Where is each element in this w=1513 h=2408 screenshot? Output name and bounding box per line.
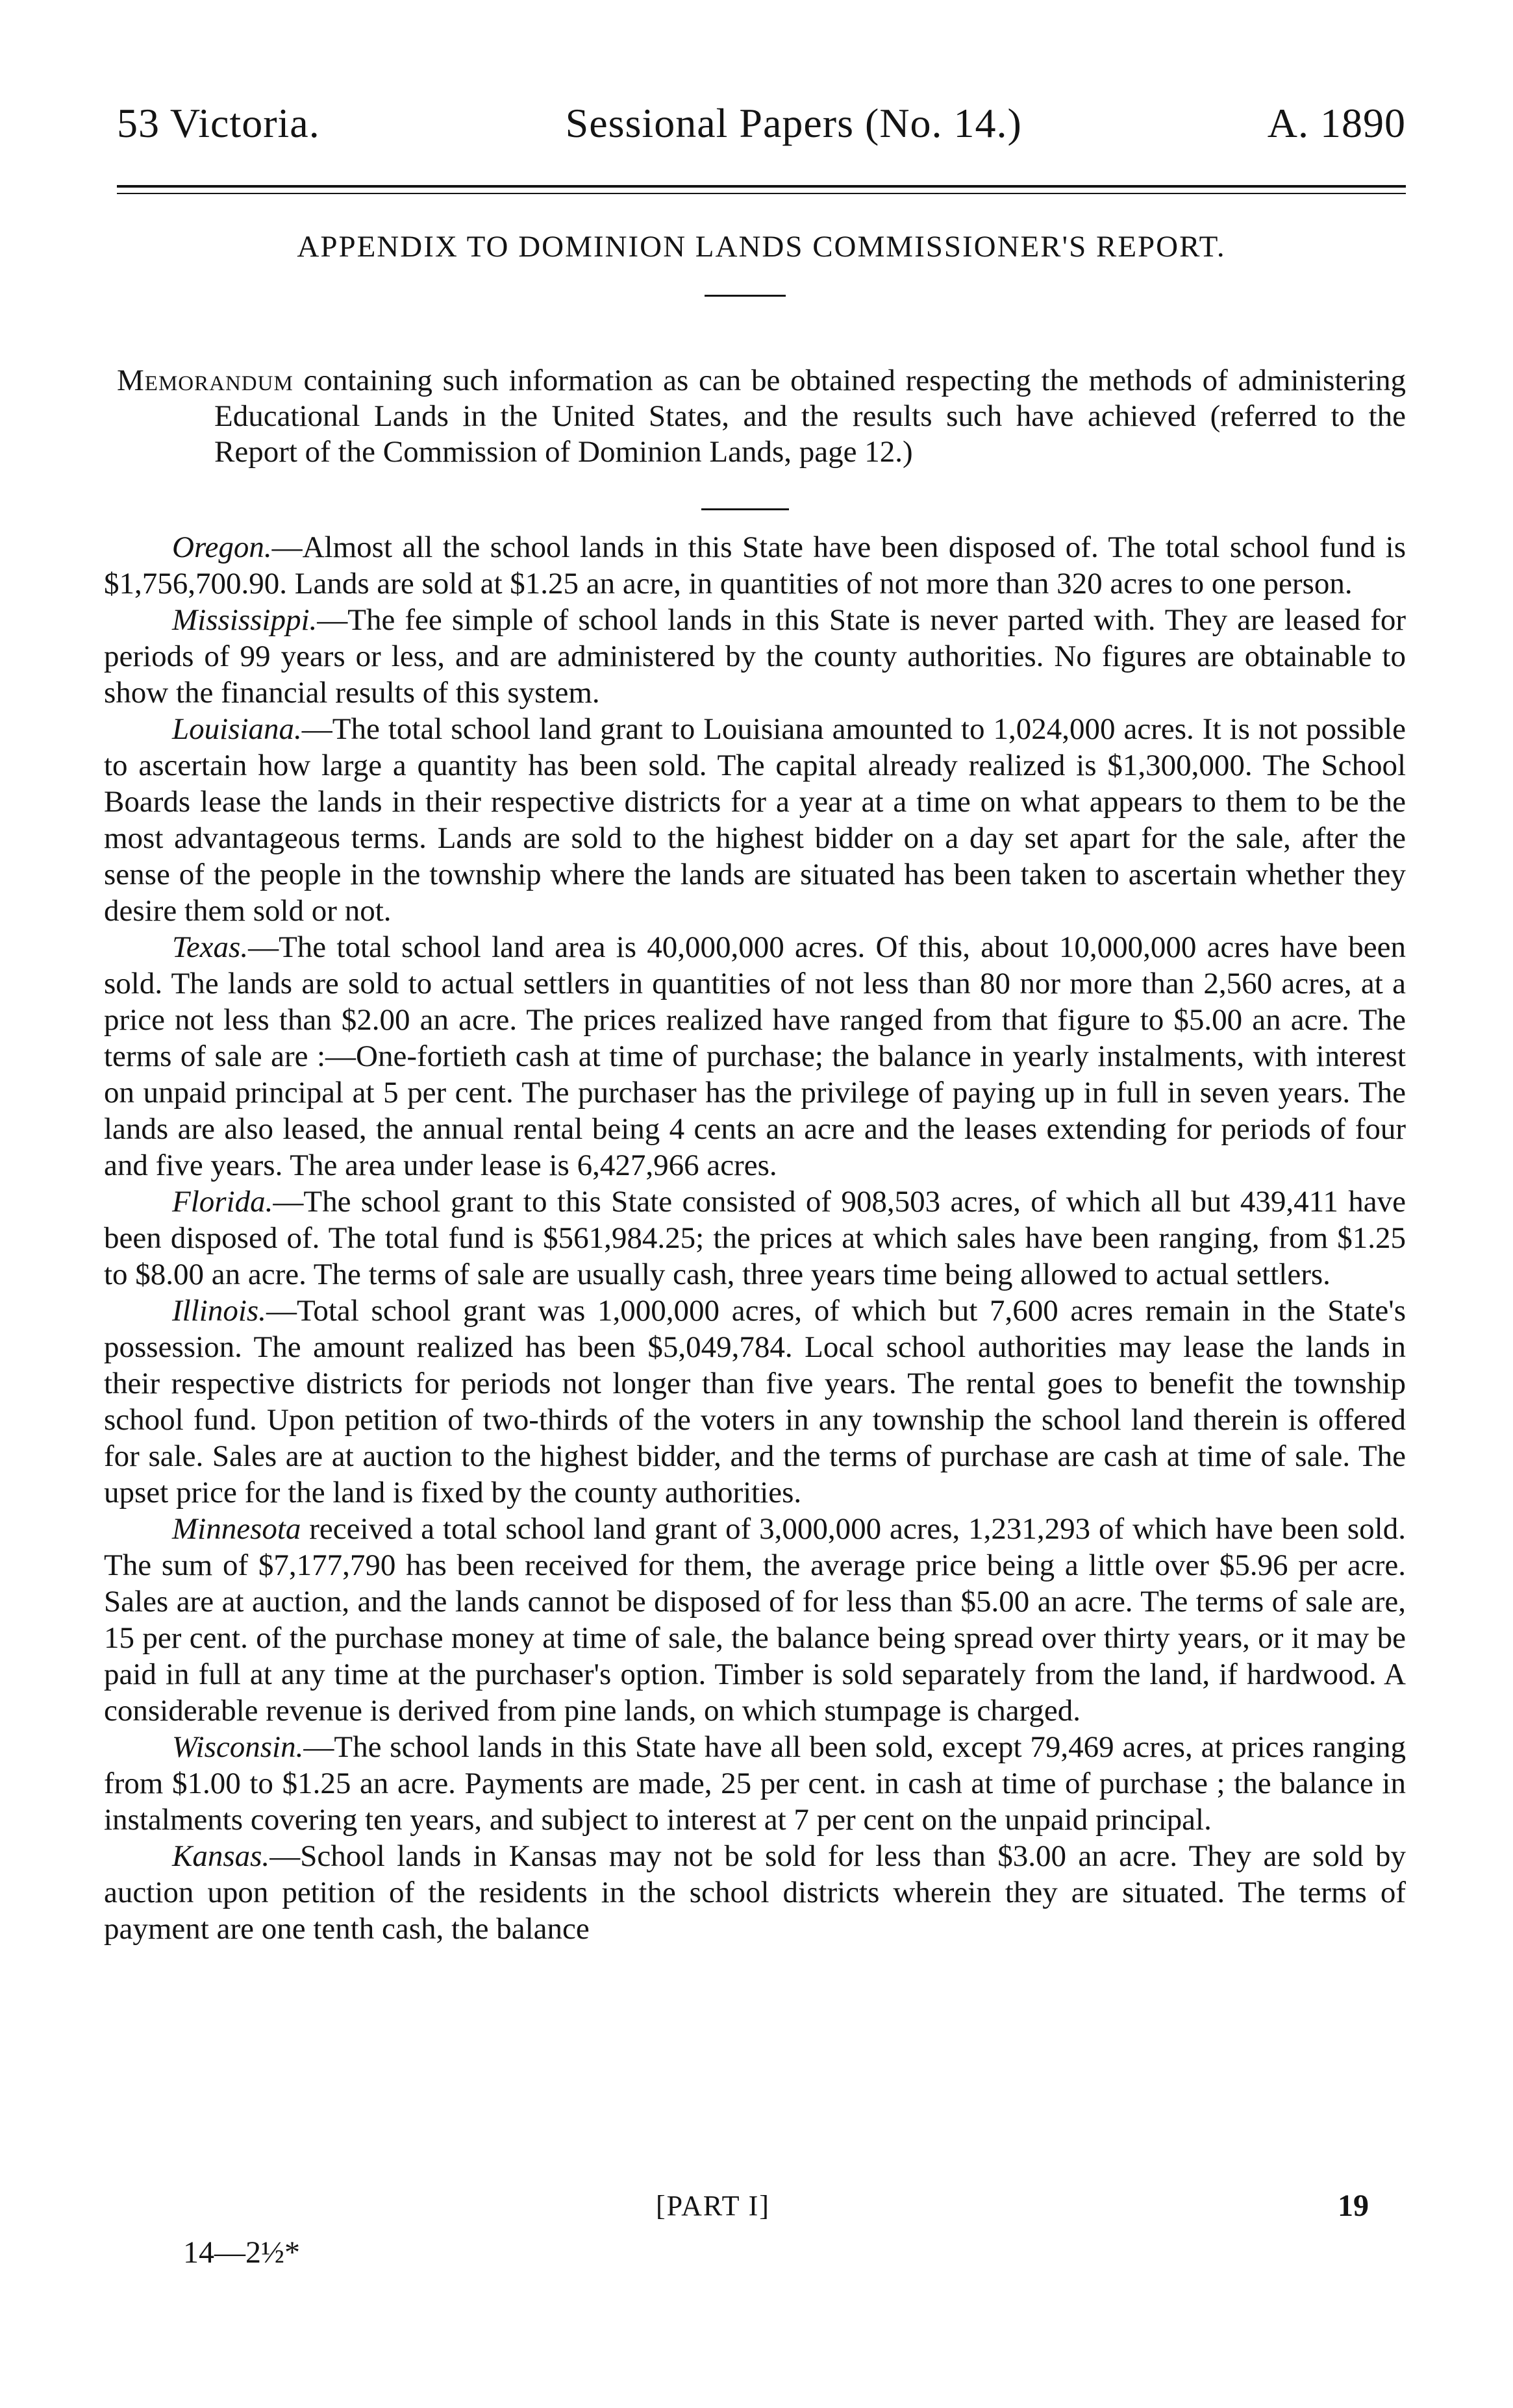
header-rule-thick <box>117 185 1406 188</box>
state-name: Illinois. <box>172 1294 266 1328</box>
part-label: [PART I] <box>656 2190 770 2222</box>
paragraph-wisconsin <box>104 1729 1406 1838</box>
title-divider <box>705 295 786 297</box>
memo-divider <box>701 508 789 510</box>
running-head <box>117 97 1406 149</box>
paragraph-kansas <box>104 1838 1406 1947</box>
state-name: Minnesota <box>172 1512 301 1546</box>
paragraph-text: —The school lands in this State have all been sold, except 79,469 acres, at prices ranging from $1.00 to $1.25 an acre. Payments are made, 25 per cent. in cash at time of purchase ; the balance in instalments covering ten years, and subject to interest at 7 per cent on the unpaid principal. <box>104 1730 1406 1837</box>
signature-mark: 14—2½* <box>183 2235 300 2270</box>
state-name: Wisconsin. <box>172 1730 304 1764</box>
header-rule-thin <box>117 193 1406 194</box>
paragraph-louisiana <box>104 711 1406 929</box>
paragraph-text: —School lands in Kansas may not be sold for less than $3.00 an acre. They are sold by auction upon petition of the residents in the school districts wherein they are situated. The terms of payment are one tenth cash, the balance <box>104 1839 1406 1946</box>
state-name: Florida. <box>172 1185 273 1219</box>
paragraph-illinois <box>104 1293 1406 1511</box>
state-name: Texas. <box>172 930 249 964</box>
paragraph-text: —The total school land grant to Louisiana amounted to 1,024,000 acres. It is not possible to ascertain how large a quantity has been sold. The capital already realized is $1,300,000. The School Boards lease the lands in their respective districts for a year at a time on what appears to them to be the most advantageous terms. Lands are sold to the highest bidder on a day set apart for the sale, after the sense of the people in the township where the lands are situated has been taken to ascertain whether they desire them sold or not. <box>104 712 1406 928</box>
body-text <box>104 529 1406 1947</box>
state-name: Oregon. <box>172 530 272 564</box>
paragraph-texas <box>104 929 1406 1184</box>
paragraph-text: —Total school grant was 1,000,000 acres, of which but 7,600 acres remain in the State's possession. The amount realized has been $5,049,784. Local school authorities may lease the lands in their respective districts for periods not longer than five years. The rental goes to benefit the township school fund. Upon petition of two-thirds of the voters in any township the school land therein is offered for sale. Sales are at auction to the highest bidder, and the terms of purchase are cash at time of sale. The upset price for the land is fixed by the county authorities. <box>104 1294 1406 1509</box>
page-number: 19 <box>1338 2189 1369 2223</box>
paragraph-minnesota <box>104 1511 1406 1729</box>
paragraph-text: received a total school land grant of 3,000,000 acres, 1,231,293 of which have been sold. The sum of $7,177,790 has been received for them, the average price being a little over $5.96 per acre. Sales are at auction, and the lands cannot be disposed of for less than $5.00 an acre. The terms of sale are, 15 per cent. of the purchase money at time of sale, the balance being spread over thirty years, or it may be paid in full at any time at the purchaser's option. Timber is sold separately from the land, if hardwood. A considerable revenue is derived from pine lands, on which stumpage is charged. <box>104 1512 1406 1728</box>
state-name: Louisiana. <box>172 712 302 746</box>
paragraph-text: —The total school land area is 40,000,000 acres. Of this, about 10,000,000 acres have been sold. The lands are sold to actual settlers in quantities of not less than 80 nor more than 2,560 acres, at a price not less than $2.00 an acre. The prices realized have ranged from that figure to $5.00 an acre. The terms of sale are :—One-fortieth cash at time of purchase; the balance in yearly instalments, with interest on unpaid principal at 5 per cent. The purchaser has the privilege of paying up in full in seven years. The lands are also leased, the annual rental being 4 cents an acre and the leases extending for periods of four and five years. The area under lease is 6,427,966 acres. <box>104 930 1406 1182</box>
state-name: Mississippi. <box>172 603 318 637</box>
memorandum <box>117 363 1406 470</box>
memorandum-text: containing such information as can be obtained respecting the methods of administering Educational Lands in the United States, and the results such have achieved (referred to the Report of the Commission of Dominion Lands, page 12.) <box>214 364 1406 469</box>
paragraph-mississippi <box>104 602 1406 711</box>
paragraph-florida <box>104 1184 1406 1293</box>
header-left: 53 Victoria. <box>117 100 320 146</box>
paragraph-text: —Almost all the school lands in this State have been disposed of. The total school fund is $1,756,700.90. Lands are sold at $1.25 an acre, in quantities of not more than 320 acres to one person. <box>104 530 1406 601</box>
paragraph-oregon <box>104 529 1406 602</box>
appendix-title: APPENDIX TO DOMINION LANDS COMMISSIONER'S REPORT. <box>297 230 1226 264</box>
state-name: Kansas. <box>172 1839 270 1873</box>
memorandum-lead: Memorandum <box>117 364 294 397</box>
paragraph-text: —The school grant to this State consisted of 908,503 acres, of which all but 439,411 have been disposed of. The total fund is $561,984.25; the prices at which sales have been ranging, from $1.25 to $8.00 an acre. The terms of sale are usually cash, three years time being allowed to actual settlers. <box>104 1185 1406 1291</box>
paragraph-text: —The fee simple of school lands in this State is never parted with. They are leased for periods of 99 years or less, and are administered by the county authorities. No figures are obtainable to show the financial results of this system. <box>104 603 1406 710</box>
header-center: Sessional Papers (No. 14.) <box>565 100 1022 146</box>
header-right: A. 1890 <box>1267 100 1406 146</box>
